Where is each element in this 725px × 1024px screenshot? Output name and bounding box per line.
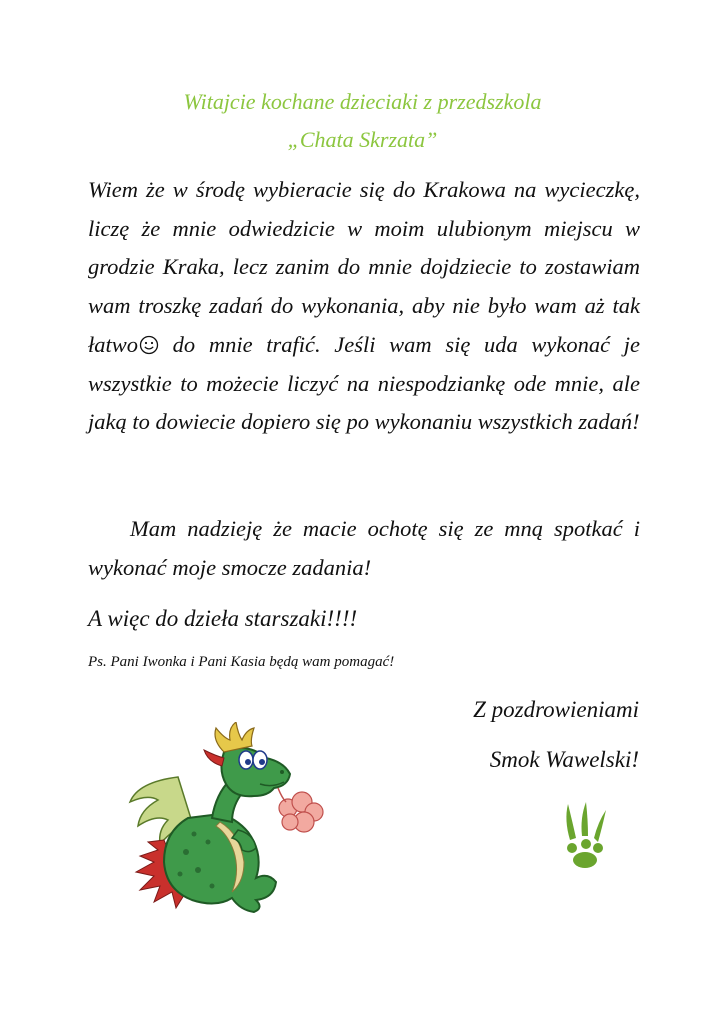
letter-paragraph-3: A więc do dzieła starszaki!!!!	[88, 606, 358, 631]
closing-greeting: Z pozdrowieniami	[473, 697, 639, 722]
signature: Smok Wawelski!	[489, 747, 639, 772]
paragraph-1-text-b: do mnie trafić. Jeśli wam się uda wykonać je wszystkie to możecie liczyć na niespodziankę ode mnie, ale jaką to dowiecie dopiero się po wykonaniu wszystkich zadań!	[88, 331, 640, 435]
heading-line-1: Witajcie kochane dzieciaki z przedszkola	[183, 89, 542, 114]
paragraph-1-text-a: Wiem że w środę wybieracie się do Krakowa na wycieczkę, liczę że mnie odwiedzicie w moim ulubionym miejscu w grodzie Kraka, lecz zanim do mnie dojdziecie to zostawiam wam troszkę zadań do wykonania, aby nie było wam aż tak łatwo	[88, 177, 640, 357]
heading-line-2: „Chata Skrzata”	[287, 127, 438, 152]
dragon-illustration	[128, 722, 328, 918]
postscript: Ps. Pani Iwonka i Pani Kasia będą wam pomagać!	[88, 654, 395, 670]
letter-paragraph-1	[88, 171, 640, 442]
dragon-footprint-icon	[560, 800, 610, 870]
letter-paragraph-2: Mam nadzieję że macie ochotę się ze mną spotkać i wykonać moje smocze zadania!	[88, 516, 640, 580]
smiley-icon	[139, 335, 159, 355]
